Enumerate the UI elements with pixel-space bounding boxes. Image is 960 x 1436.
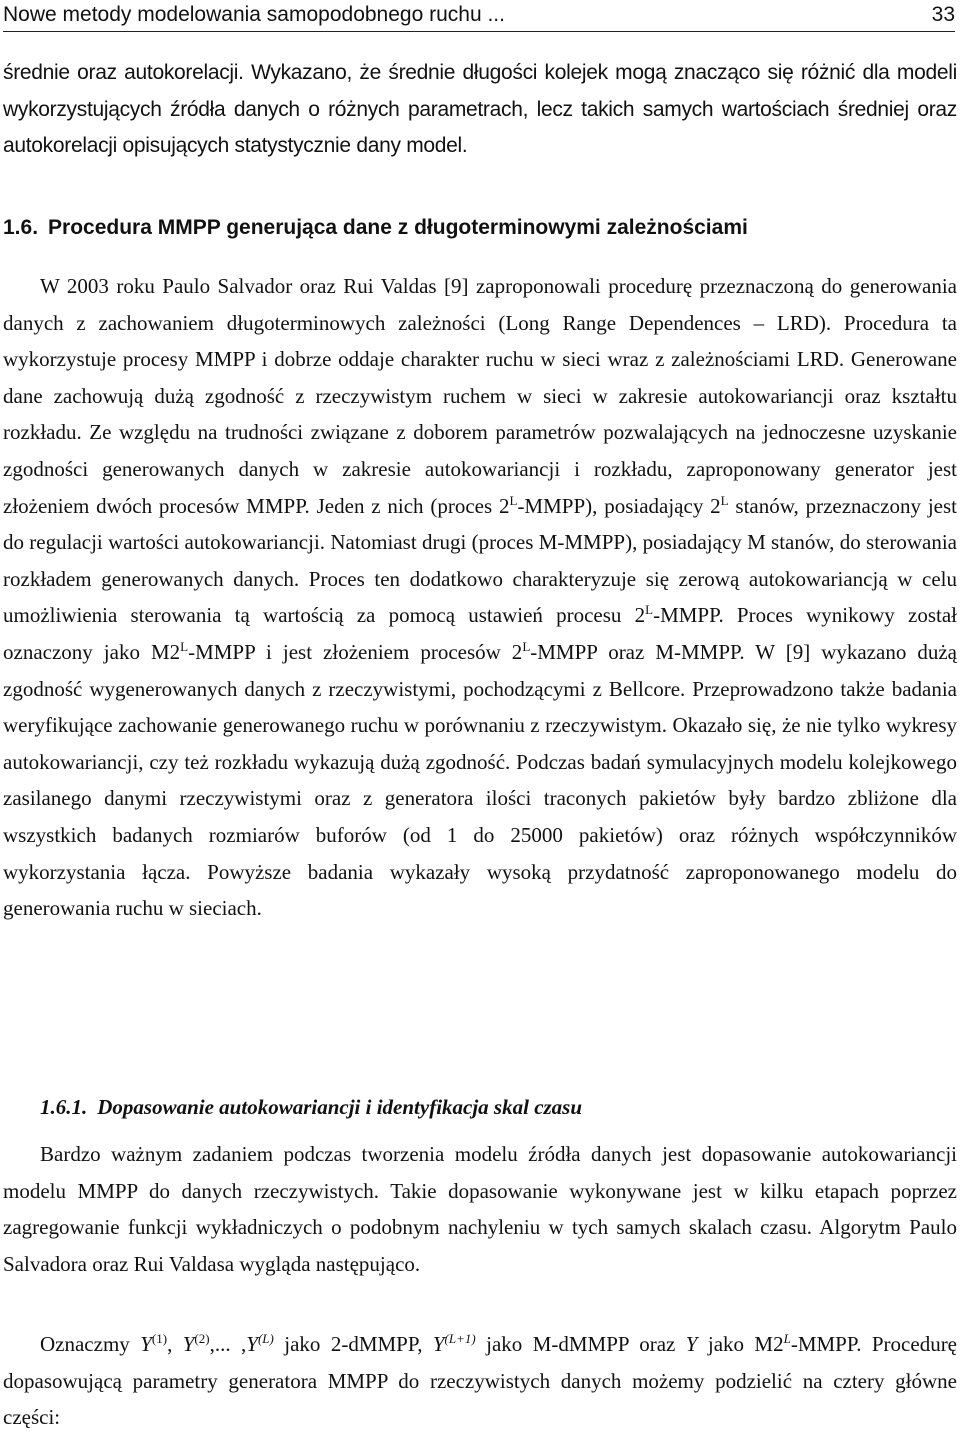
superscript: (1) [151, 1331, 168, 1346]
paragraph-text: jako M-dMMPP oraz [475, 1332, 686, 1356]
superscript: L [720, 492, 729, 508]
paragraph-text: W 2003 roku Paulo Salvador oraz Rui Valdas [9] zaproponowali procedurę przeznaczoną do generowania danych z zachowaniem długoterminowych zależności (Long Range Dependences – LRD). Procedura ta wykorzystuje procesy MMPP i dobrze oddaje charakter ruchu w sieci wraz z zależnościami LRD. Generowane dane zachowują dużą zgodność z rzeczywistym ruchem w sieci w zakresie autokowariancji oraz kształtu rozkładu. Ze względu na trudności związane z doborem parametrów pozwalających na jednoczesne uzyskanie zgodności generowanych danych w zakresie autokowariancji i rozkładu, zaproponowany generator jest złożeniem dwóch procesów MMPP. Jeden z nich (proces 2 [3, 274, 957, 518]
running-header [3, 0, 955, 32]
subsection-title: Dopasowanie autokowariancji i identyfikacja skal czasu [97, 1095, 583, 1119]
paragraph-text: stanów, przeznaczony jest do regulacji wartości autokowariancji. Natomiast drugi (proces M-MMPP), posiadający M stanów, do sterowania rozkładem generowanych danych. Proces ten dodatkowo charakteryzuje się zerową autokowariancją w celu umożliwienia sterowania tą wartością za pomocą ustawień procesu 2 [3, 493, 957, 628]
math-variable: Y [182, 1332, 195, 1356]
paragraph-text: -MMPP oraz M-MMPP. W [9] wykazano dużą zgodność wygenerowanych danych z rzeczywistymi, pochodzącymi z Bellcore. Przeprowadzono także badania weryfikujące zachowanie generowanego ruchu w porównaniu z rzeczywistym. Okazało się, że nie tylko wykresy autokowariancji, czy też rozkładu wykazują dużą zgodność. Podczas badań symulacyjnych modelu kolejkowego zasilanego danymi rzeczywistymi oraz z generatora ilości traconych pakietów były bardzo zbliżone dla wszystkich badanych rozmiarów buforów (od 1 do 25000 pakietów) oraz różnych współczynników wykorzystania łącza. Powyższe badania wykazały wysoką przydatność zaproponowanego modelu do generowania ruchu w sieciach. [3, 639, 957, 921]
superscript: L [522, 638, 531, 654]
math-variable: Y [140, 1332, 152, 1356]
paragraph-text: -MMPP. Proces wynikowy został oznaczony jako M2 [3, 603, 957, 664]
math-variable: Y [246, 1332, 258, 1356]
superscript: L [645, 602, 654, 618]
paragraph-text: ,... , [209, 1332, 247, 1356]
running-title: Nowe metody modelowania samopodobnego ruchu ... [3, 3, 505, 26]
intro-paragraph: średnie oraz autokorelacji. Wykazano, że średnie długości kolejek mogą znacząco się różnić dla modeli wykorzystujących źródła danych o różnych parametrach, lecz takich samych wartościach średniej oraz autokorelacji opisujących statystycznie dany model. [3, 61, 957, 158]
superscript: (2) [194, 1331, 210, 1346]
subsection-paragraph: Bardzo ważnym zadaniem podczas tworzenia modelu źródła danych jest dopasowanie autokowariancji modelu MMPP do danych rzeczywistych. Takie dopasowanie wykonywane jest w kilku etapach poprzez zagregowanie funkcji wykładniczych o podobnym nachyleniu w tych samych skalach czasu. Algorytm Paulo Salvadora oraz Rui Valdasa wygląda następująco. [3, 1142, 957, 1276]
superscript: L [180, 638, 189, 654]
page-number: 33 [931, 3, 955, 26]
math-variable: Y [685, 1332, 698, 1356]
paragraph-text: -MMPP), posiadający 2 [517, 493, 721, 518]
section-title: Procedura MMPP generująca dane z długoterminowymi zależnościami [48, 216, 748, 239]
section-number: 1.6. [3, 216, 39, 239]
superscript: (L+1) [444, 1331, 476, 1346]
section-heading [3, 213, 748, 243]
superscript: L [783, 1331, 791, 1346]
subsection-heading [40, 1092, 582, 1122]
math-variable: Y [432, 1332, 445, 1356]
paragraph-text: jako 2-dMMPP, [273, 1332, 433, 1356]
subsection-number: 1.6.1. [40, 1095, 88, 1119]
paragraph-text: jako M2 [697, 1332, 784, 1356]
superscript: (L) [257, 1331, 274, 1346]
superscript: L [509, 492, 518, 508]
paragraph-text: -MMPP. Procedurę dopasowującą parametry generatora MMPP do rzeczywistych danych możemy podzielić na cztery główne części: [3, 1332, 958, 1430]
paragraph-text: , [167, 1332, 183, 1356]
paragraph-text: -MMPP i jest złożeniem procesów 2 [188, 639, 523, 664]
notation-paragraph [3, 1326, 957, 1436]
section-paragraph [3, 268, 957, 927]
paragraph-text: Oznaczmy [40, 1332, 141, 1356]
